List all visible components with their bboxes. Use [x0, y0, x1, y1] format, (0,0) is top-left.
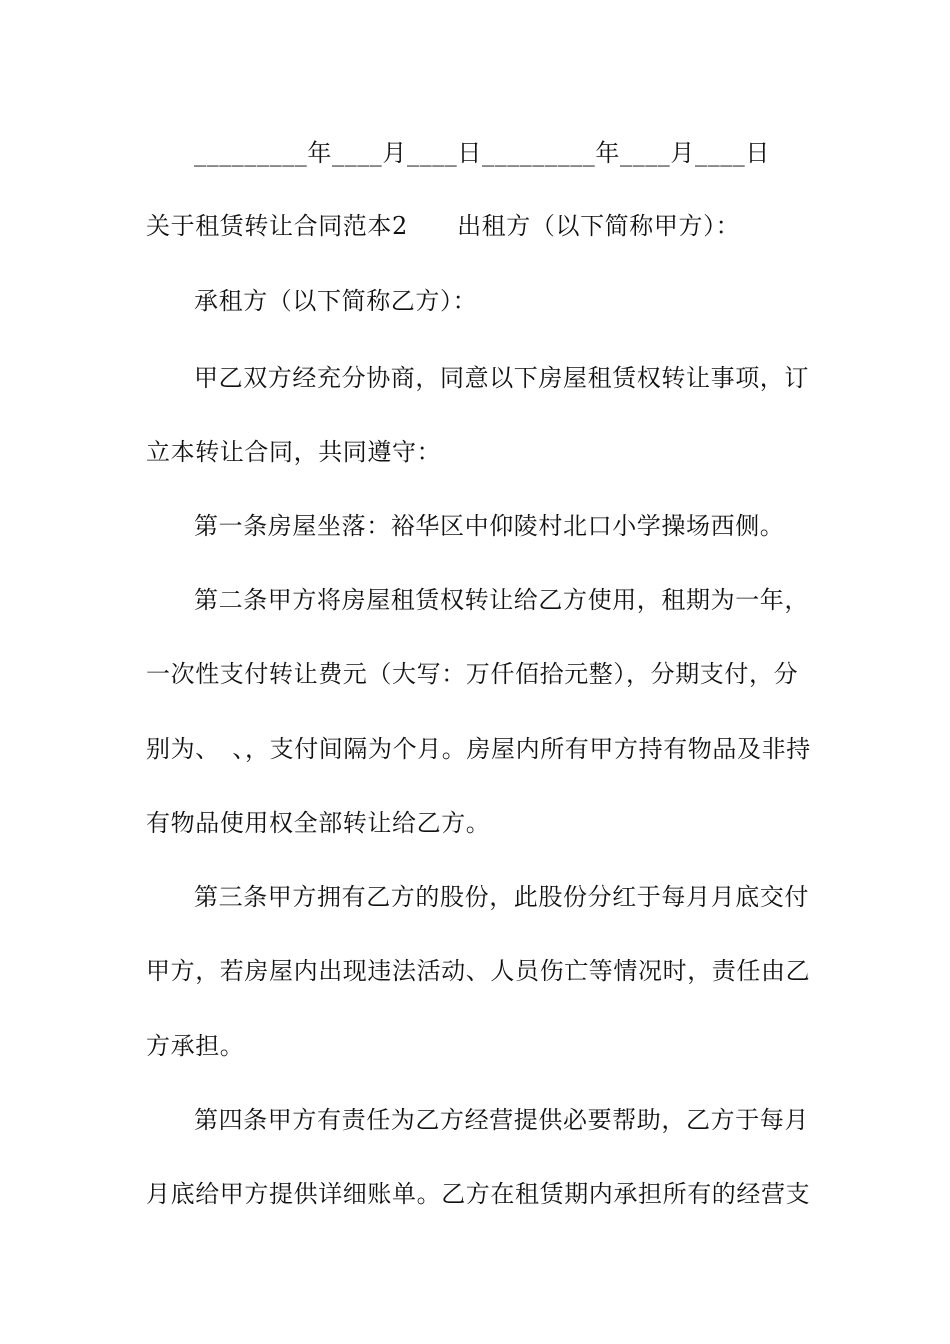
paragraph-line: 别为、 、，支付间隔为个月。房屋内所有甲方持有物品及非持: [146, 735, 811, 763]
paragraph-line: 一次性支付转让费元（大写：万仟佰拾元整），分期支付，分: [146, 660, 799, 688]
paragraph-line: 月底给甲方提供详细账单。乙方在租赁期内承担所有的经营支: [146, 1180, 811, 1208]
paragraph-line: 有物品使用权全部转让给乙方。: [146, 809, 491, 837]
paragraph-line: 方承担。: [146, 1032, 245, 1060]
date-line: _________年____月____日_________年____月____日: [194, 139, 770, 167]
article-1-line: 第一条房屋坐落：裕华区中仰陵村北口小学操场西侧。: [194, 512, 785, 540]
lessee-line: 承租方（以下简称乙方）：: [194, 287, 478, 315]
article-4-line: 第四条甲方有责任为乙方经营提供必要帮助，乙方于每月: [194, 1106, 809, 1134]
paragraph-line: 甲乙双方经充分协商，同意以下房屋租赁权转让事项，订: [194, 364, 809, 392]
title-and-lessor-line: 关于租赁转让合同范本2 出租方（以下简称甲方）：: [146, 212, 741, 240]
article-2-line: 第二条甲方将房屋租赁权转让给乙方使用，租期为一年，: [194, 586, 809, 614]
article-3-line: 第三条甲方拥有乙方的股份，此股份分红于每月月底交付: [194, 883, 809, 911]
paragraph-line: 甲方，若房屋内出现违法活动、人员伤亡等情况时，责任由乙: [146, 957, 811, 985]
paragraph-line: 立本转让合同，共同遵守：: [146, 438, 442, 466]
